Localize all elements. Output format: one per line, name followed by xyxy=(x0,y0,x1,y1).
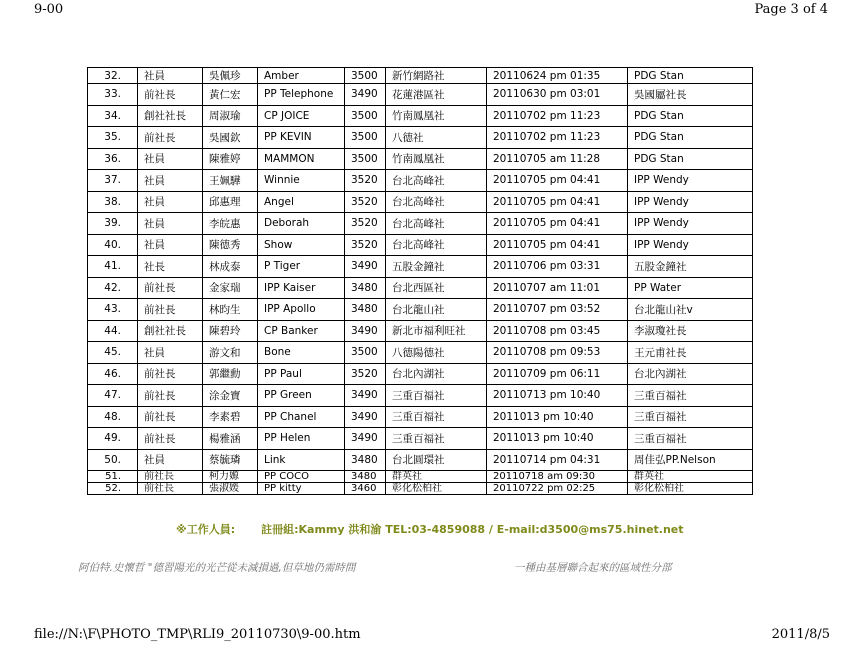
district: 3500 xyxy=(345,127,386,149)
club-name: 花蓮港區社 xyxy=(386,84,487,106)
member-nickname: Show xyxy=(258,234,345,256)
club-name: 台北圓環社 xyxy=(386,449,487,471)
member-nickname: CP Banker xyxy=(258,320,345,342)
member-nickname: MAMMON xyxy=(258,148,345,170)
member-title: 前社長 xyxy=(138,428,203,450)
district: 3490 xyxy=(345,406,386,428)
member-name: 李素碧 xyxy=(203,406,258,428)
district: 3460 xyxy=(345,483,386,495)
referrer: 吳國屬社長 xyxy=(628,84,753,106)
club-name: 新北市福利旺社 xyxy=(386,320,487,342)
member-name: 王姵驊 xyxy=(203,170,258,192)
district: 3520 xyxy=(345,363,386,385)
member-nickname: CP JOICE xyxy=(258,105,345,127)
member-title: 前社長 xyxy=(138,483,203,495)
member-title: 社員 xyxy=(138,213,203,235)
member-title: 創社社長 xyxy=(138,320,203,342)
district: 3520 xyxy=(345,213,386,235)
registration-time: 20110714 pm 04:31 xyxy=(487,449,628,471)
member-title: 社員 xyxy=(138,148,203,170)
registration-time: 2011013 pm 10:40 xyxy=(487,428,628,450)
member-title: 社員 xyxy=(138,68,203,84)
page-header-left: 9-00 xyxy=(34,2,64,17)
club-name: 五股金鐘社 xyxy=(386,256,487,278)
referrer: 三重百福社 xyxy=(628,385,753,407)
table-row xyxy=(88,483,753,495)
row-number: 52. xyxy=(88,483,138,495)
row-number: 41. xyxy=(88,256,138,278)
member-nickname: PP Green xyxy=(258,385,345,407)
member-nickname: IPP Apollo xyxy=(258,299,345,321)
print-date: 2011/8/5 xyxy=(771,627,830,642)
club-name: 竹南鳳凰社 xyxy=(386,148,487,170)
club-name: 八德陽德社 xyxy=(386,342,487,364)
club-name: 台北高峰社 xyxy=(386,213,487,235)
row-number: 50. xyxy=(88,449,138,471)
referrer: 台北內湖社 xyxy=(628,363,753,385)
club-name: 八德社 xyxy=(386,127,487,149)
member-title: 社長 xyxy=(138,256,203,278)
member-title: 前社長 xyxy=(138,299,203,321)
club-name: 三重百福社 xyxy=(386,406,487,428)
row-number: 47. xyxy=(88,385,138,407)
registration-time: 20110702 pm 11:23 xyxy=(487,127,628,149)
row-number: 38. xyxy=(88,191,138,213)
registration-time: 20110707 pm 03:52 xyxy=(487,299,628,321)
district: 3490 xyxy=(345,385,386,407)
row-number: 44. xyxy=(88,320,138,342)
district: 3520 xyxy=(345,234,386,256)
row-number: 37. xyxy=(88,170,138,192)
member-nickname: IPP Kaiser xyxy=(258,277,345,299)
registration-time: 20110702 pm 11:23 xyxy=(487,105,628,127)
member-name: 張淑媛 xyxy=(203,483,258,495)
district: 3500 xyxy=(345,68,386,84)
page-number: Page 3 of 4 xyxy=(754,2,828,17)
table-row xyxy=(88,471,753,483)
row-number: 49. xyxy=(88,428,138,450)
table-row xyxy=(88,68,753,84)
referrer: 五股金鐘社 xyxy=(628,256,753,278)
district: 3520 xyxy=(345,170,386,192)
member-name: 林成泰 xyxy=(203,256,258,278)
member-title: 前社長 xyxy=(138,363,203,385)
district: 3480 xyxy=(345,449,386,471)
registration-time: 20110705 pm 04:41 xyxy=(487,170,628,192)
table-row xyxy=(88,127,753,149)
district: 3480 xyxy=(345,299,386,321)
member-name: 金家瑞 xyxy=(203,277,258,299)
referrer: PDG Stan xyxy=(628,148,753,170)
member-title: 社員 xyxy=(138,342,203,364)
referrer: IPP Wendy xyxy=(628,170,753,192)
district: 3500 xyxy=(345,342,386,364)
member-nickname: PP Chanel xyxy=(258,406,345,428)
district: 3480 xyxy=(345,277,386,299)
quote-left: 阿伯特.史懷哲 "德習陽光的光芒從未減損過,但草地仍需時間 xyxy=(78,562,356,574)
member-nickname: PP Telephone xyxy=(258,84,345,106)
file-path: file://N:\F\PHOTO_TMP\RLI9_20110730\9-00.htm xyxy=(34,627,361,642)
row-number: 40. xyxy=(88,234,138,256)
district: 3490 xyxy=(345,428,386,450)
member-name: 涂金寶 xyxy=(203,385,258,407)
registration-time: 20110624 pm 01:35 xyxy=(487,68,628,84)
referrer: 三重百福社 xyxy=(628,406,753,428)
club-name: 群英社 xyxy=(386,471,487,483)
district: 3490 xyxy=(345,84,386,106)
club-name: 台北高峰社 xyxy=(386,170,487,192)
club-name: 彰化松柏社 xyxy=(386,483,487,495)
member-name: 陳碧玲 xyxy=(203,320,258,342)
member-title: 前社長 xyxy=(138,406,203,428)
referrer: PDG Stan xyxy=(628,127,753,149)
member-name: 陳德秀 xyxy=(203,234,258,256)
member-name: 林昀生 xyxy=(203,299,258,321)
referrer: 三重百福社 xyxy=(628,428,753,450)
member-title: 前社長 xyxy=(138,84,203,106)
referrer: PDG Stan xyxy=(628,68,753,84)
registration-time: 20110705 pm 04:41 xyxy=(487,234,628,256)
referrer: PP Water xyxy=(628,277,753,299)
registration-time: 20110707 am 11:01 xyxy=(487,277,628,299)
member-nickname: P Tiger xyxy=(258,256,345,278)
registration-time: 20110705 pm 04:41 xyxy=(487,213,628,235)
referrer: IPP Wendy xyxy=(628,191,753,213)
member-title: 前社長 xyxy=(138,127,203,149)
district: 3480 xyxy=(345,471,386,483)
member-name: 陳雅婷 xyxy=(203,148,258,170)
registration-time: 20110713 pm 10:40 xyxy=(487,385,628,407)
member-nickname: PP COCO xyxy=(258,471,345,483)
staff-line xyxy=(176,521,684,537)
member-title: 社員 xyxy=(138,191,203,213)
registration-time: 20110709 pm 06:11 xyxy=(487,363,628,385)
member-nickname: PP KEVIN xyxy=(258,127,345,149)
row-number: 32. xyxy=(88,68,138,84)
registration-time: 20110722 pm 02:25 xyxy=(487,483,628,495)
member-nickname: PP kitty xyxy=(258,483,345,495)
row-number: 36. xyxy=(88,148,138,170)
member-name: 游文和 xyxy=(203,342,258,364)
staff-contact: 註冊組:Kammy 洪和渝 TEL:03-4859088 / E-mail:d3500@ms75.hinet.net xyxy=(261,523,684,536)
row-number: 45. xyxy=(88,342,138,364)
referrer: 群英社 xyxy=(628,471,753,483)
member-nickname: Amber xyxy=(258,68,345,84)
table-row xyxy=(88,213,753,235)
member-name: 周淑瑜 xyxy=(203,105,258,127)
member-nickname: Angel xyxy=(258,191,345,213)
table-row xyxy=(88,277,753,299)
member-name: 吳佩珍 xyxy=(203,68,258,84)
row-number: 39. xyxy=(88,213,138,235)
table-row xyxy=(88,256,753,278)
member-name: 李皖惠 xyxy=(203,213,258,235)
member-title: 社員 xyxy=(138,449,203,471)
registration-table xyxy=(87,67,753,495)
table-row xyxy=(88,363,753,385)
table-row xyxy=(88,170,753,192)
table-row xyxy=(88,342,753,364)
table-row xyxy=(88,191,753,213)
table-row xyxy=(88,320,753,342)
referrer: 周佳弘PP.Nelson xyxy=(628,449,753,471)
member-title: 前社長 xyxy=(138,471,203,483)
referrer: 李淑瓊社長 xyxy=(628,320,753,342)
member-title: 社員 xyxy=(138,234,203,256)
table-row xyxy=(88,299,753,321)
row-number: 34. xyxy=(88,105,138,127)
club-name: 三重百福社 xyxy=(386,385,487,407)
club-name: 竹南鳳凰社 xyxy=(386,105,487,127)
table-row xyxy=(88,84,753,106)
club-name: 台北內湖社 xyxy=(386,363,487,385)
club-name: 新竹網路社 xyxy=(386,68,487,84)
district: 3500 xyxy=(345,148,386,170)
member-name: 柯力嫄 xyxy=(203,471,258,483)
member-name: 郭繼勳 xyxy=(203,363,258,385)
quote-right: 一種由基層聯合起來的區域性分部 xyxy=(514,562,672,574)
registration-time: 20110705 am 11:28 xyxy=(487,148,628,170)
row-number: 51. xyxy=(88,471,138,483)
club-name: 台北龍山社 xyxy=(386,299,487,321)
member-nickname: PP Helen xyxy=(258,428,345,450)
club-name: 台北高峰社 xyxy=(386,234,487,256)
referrer: IPP Wendy xyxy=(628,213,753,235)
member-name: 蔡毓璘 xyxy=(203,449,258,471)
member-title: 前社長 xyxy=(138,277,203,299)
member-title: 社員 xyxy=(138,170,203,192)
table-row xyxy=(88,148,753,170)
member-nickname: Deborah xyxy=(258,213,345,235)
row-number: 42. xyxy=(88,277,138,299)
registration-time: 20110708 pm 03:45 xyxy=(487,320,628,342)
table-row xyxy=(88,406,753,428)
registration-time: 20110705 pm 04:41 xyxy=(487,191,628,213)
row-number: 33. xyxy=(88,84,138,106)
table-row xyxy=(88,234,753,256)
registration-time: 20110708 pm 09:53 xyxy=(487,342,628,364)
member-name: 楊雅涵 xyxy=(203,428,258,450)
referrer: IPP Wendy xyxy=(628,234,753,256)
member-nickname: PP Paul xyxy=(258,363,345,385)
member-name: 吳國欽 xyxy=(203,127,258,149)
table-row xyxy=(88,105,753,127)
registration-time: 2011013 pm 10:40 xyxy=(487,406,628,428)
member-name: 黃仁宏 xyxy=(203,84,258,106)
district: 3500 xyxy=(345,105,386,127)
row-number: 48. xyxy=(88,406,138,428)
district: 3490 xyxy=(345,320,386,342)
district: 3490 xyxy=(345,256,386,278)
member-nickname: Winnie xyxy=(258,170,345,192)
row-number: 43. xyxy=(88,299,138,321)
row-number: 46. xyxy=(88,363,138,385)
club-name: 台北高峰社 xyxy=(386,191,487,213)
registration-time: 20110718 am 09:30 xyxy=(487,471,628,483)
district: 3520 xyxy=(345,191,386,213)
registration-time: 20110630 pm 03:01 xyxy=(487,84,628,106)
club-name: 三重百福社 xyxy=(386,428,487,450)
row-number: 35. xyxy=(88,127,138,149)
table-row xyxy=(88,385,753,407)
table-row xyxy=(88,449,753,471)
referrer: 王元甫社長 xyxy=(628,342,753,364)
club-name: 台北西區社 xyxy=(386,277,487,299)
member-title: 創社社長 xyxy=(138,105,203,127)
referrer: PDG Stan xyxy=(628,105,753,127)
referrer: 台北龍山社v xyxy=(628,299,753,321)
member-nickname: Bone xyxy=(258,342,345,364)
member-title: 前社長 xyxy=(138,385,203,407)
table-row xyxy=(88,428,753,450)
member-name: 邱惠理 xyxy=(203,191,258,213)
member-nickname: Link xyxy=(258,449,345,471)
referrer: 彰化松柏社 xyxy=(628,483,753,495)
staff-label: ※工作人員: xyxy=(176,523,236,536)
registration-time: 20110706 pm 03:31 xyxy=(487,256,628,278)
